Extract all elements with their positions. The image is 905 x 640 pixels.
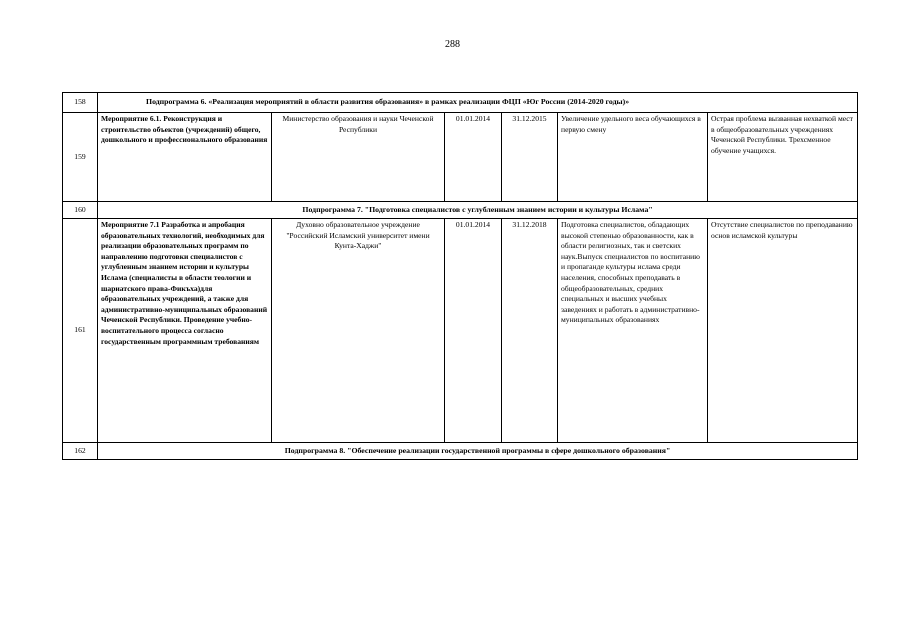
start-date: 01.01.2014 (445, 113, 502, 202)
executor: Духовно образовательное учреждение "Российский Исламский университет имени Кунта-Хаджи" (272, 219, 445, 443)
row-number: 158 (63, 93, 98, 113)
row-number: 160 (63, 202, 98, 219)
program-table (62, 92, 858, 460)
table-row (63, 93, 858, 113)
table-row (63, 202, 858, 219)
end-date: 31.12.2018 (502, 219, 558, 443)
table-row (63, 219, 858, 443)
subprogram-header: Подпрограмма 8. "Обеспечение реализации государственной программы в сфере дошкольного образования" (98, 443, 858, 460)
start-date: 01.01.2014 (445, 219, 502, 443)
page-number: 288 (445, 39, 460, 50)
expected-result: Подготовка специалистов, обладающих высокой степенью образованности, как в области религиозных, так и светских наук.Выпуск специалистов по воспитанию и пропаганде культуры ислама среди населения, способных преподавать в общеобразовательных, средних специальных и высших учебных заведениях и работать в административно-муниципальных образованиях (558, 219, 708, 443)
table-row (63, 443, 858, 460)
row-number: 161 (63, 219, 98, 443)
executor: Министерство образования и науки Чеченской Республики (272, 113, 445, 202)
event-name: Мероприятие 6.1. Реконструкция и строительство объектов (учреждений) общего, дошкольного и профессионального образования (98, 113, 272, 202)
row-number: 162 (63, 443, 98, 460)
table-row (63, 113, 858, 202)
row-number: 159 (63, 113, 98, 202)
event-name: Мероприятие 7.1 Разработка и апробация образовательных технологий, необходимых для реализации образовательных программ по направлению подготовки специалистов с углубленным знанием истории и культуры Ислама (специалисты в области теологии и шариатского права-Фикъха)для образовательных учреждений, а также для административно-муниципальных образований Чеченской Республики. Проведение учебно-воспитательного процесса согласно государственным программным требованиям (98, 219, 272, 443)
subprogram-header: Подпрограмма 6. «Реализация мероприятий в области развития образования» в рамках реализации ФЦП «Юг России (2014-2020 годы)» (98, 93, 858, 113)
end-date: 31.12.2015 (502, 113, 558, 202)
consequence: Острая проблема вызванная нехваткой мест в общеобразовательных учреждениях Чеченской Республики. Трехсменное обучение учащихся. (708, 113, 858, 202)
subprogram-header: Подпрограмма 7. "Подготовка специалистов с углубленным знанием истории и культуры Ислама" (98, 202, 858, 219)
expected-result: Увеличение удельного веса обучающихся в первую смену (558, 113, 708, 202)
consequence: Отсутствие специалистов по преподаванию основ исламской культуры (708, 219, 858, 443)
